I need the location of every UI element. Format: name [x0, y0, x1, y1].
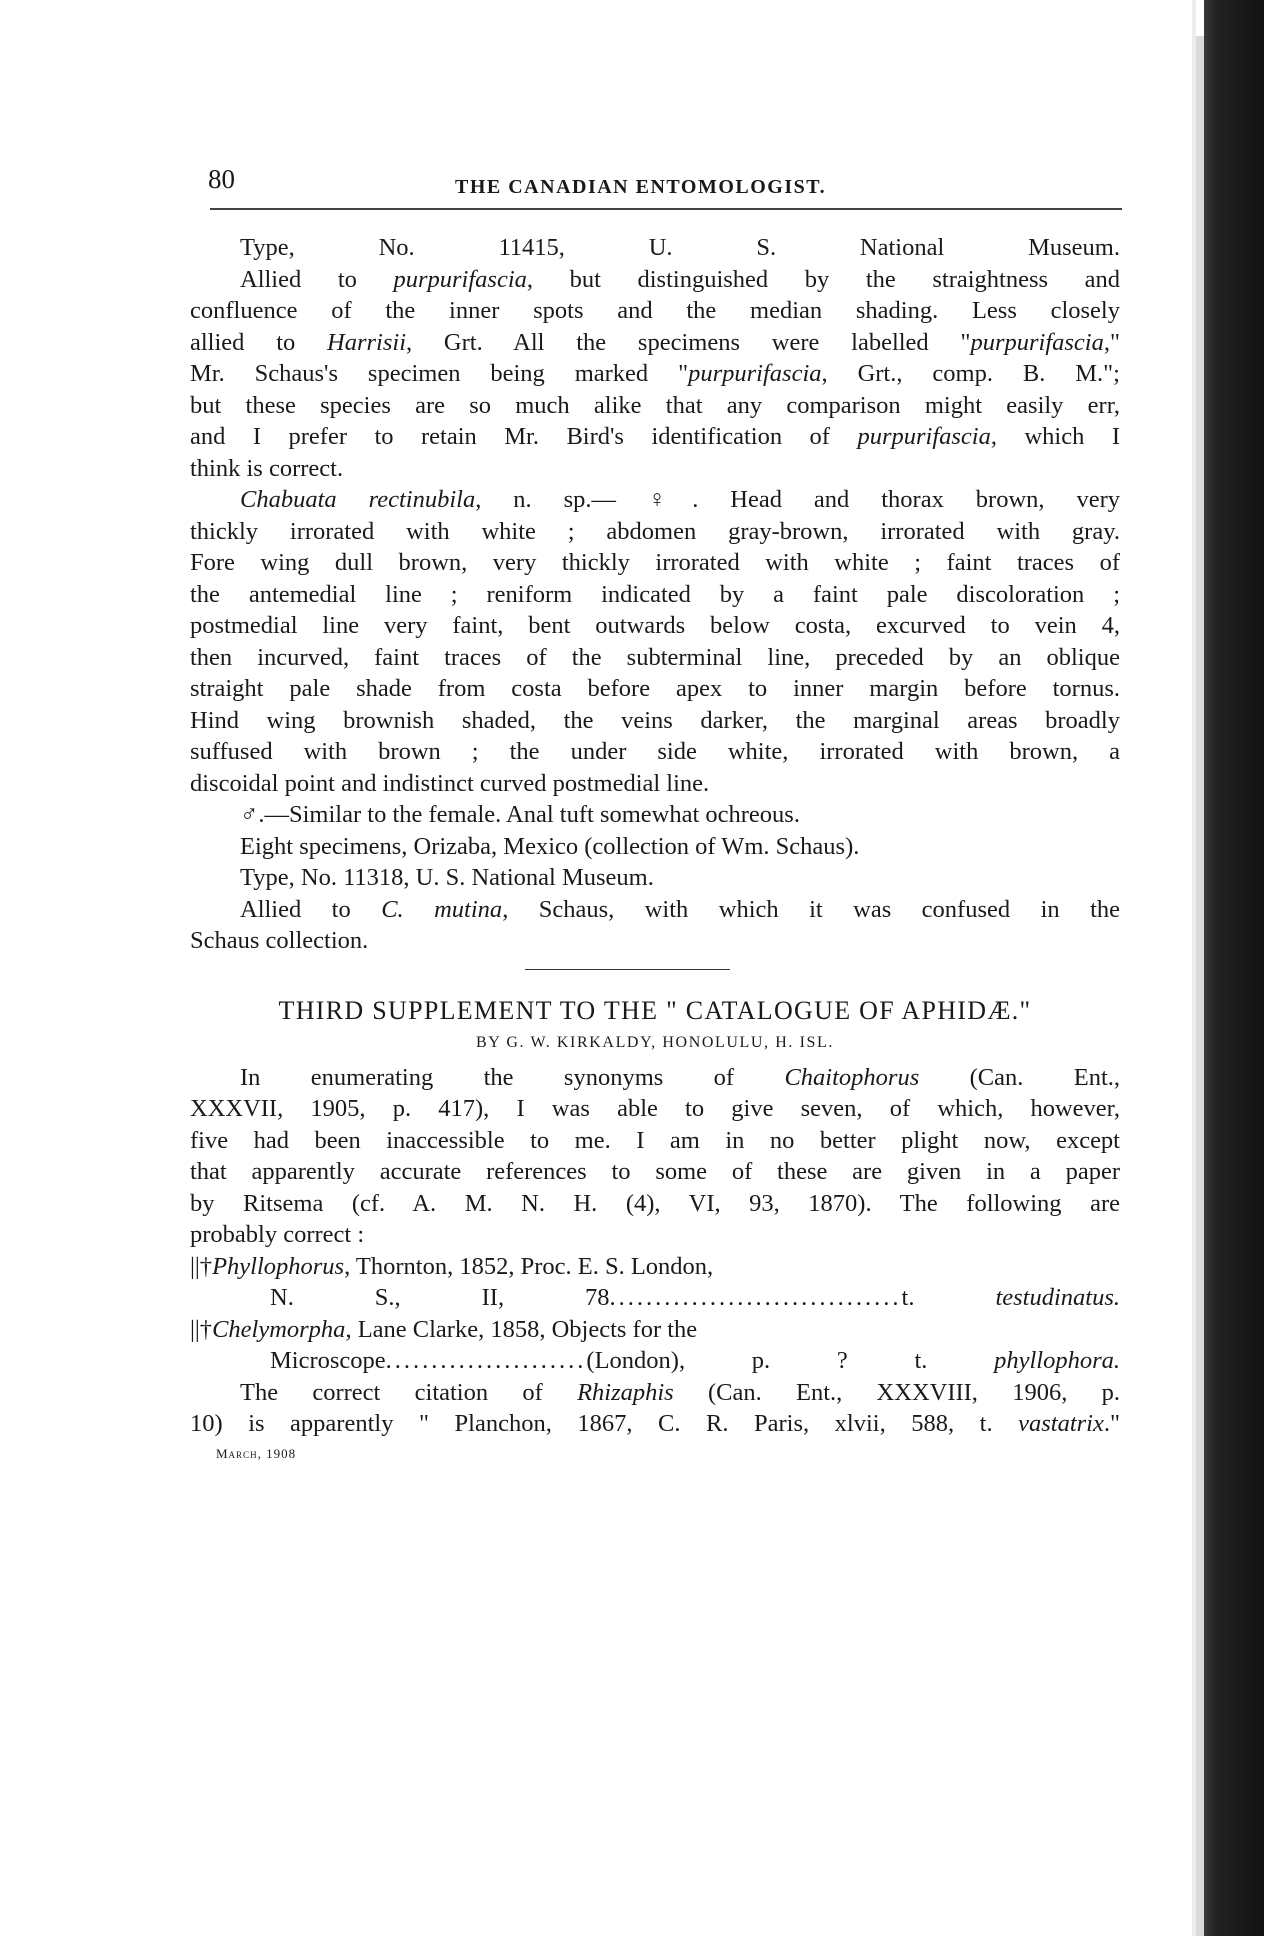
text-line: [190, 768, 1120, 800]
text-line: [190, 421, 1120, 453]
text-run: Hind wing brownish shaded, the veins darker, the marginal areas broadly: [190, 706, 1120, 734]
text-run: allied to: [190, 328, 328, 356]
text-line: [190, 1188, 1120, 1220]
text-line: [190, 1219, 1120, 1251]
text-run: Mr. Schaus's specimen being marked ": [190, 360, 689, 387]
text-line: [190, 579, 1120, 611]
text-run: by Ritsema (cf. A. M. N. H. (4), VI, 93, 1870). The following are: [190, 1189, 1120, 1217]
text-run: and I prefer to retain Mr. Bird's identification of: [190, 423, 858, 450]
synonyms-paragraph: [190, 1062, 1120, 1251]
page-number: 80: [208, 164, 235, 194]
italic-term: purpurifascia: [970, 328, 1104, 356]
text-line: [190, 673, 1120, 705]
page-header: [190, 160, 1120, 208]
footer-date: March, 1908: [216, 1445, 297, 1461]
text-run: The correct citation of: [240, 1378, 578, 1406]
text-line: [190, 925, 1120, 957]
text-run: suffused with brown ; the under side white, irrorated with brown, a: [190, 738, 1120, 765]
citation-reference: Microscope: [270, 1347, 386, 1374]
citation-line: [190, 1345, 1120, 1377]
text-run: think is correct.: [190, 454, 344, 482]
header-rule: [210, 208, 1122, 210]
text-line: [190, 358, 1120, 390]
text-line: [190, 1156, 1120, 1188]
italic-term: Chelymorpha: [212, 1315, 346, 1343]
species-description: [190, 232, 1120, 957]
text-run: (Can. Ent., XXXVIII, 1906, p.: [673, 1378, 1120, 1406]
italic-term: purpurifascia: [688, 360, 822, 387]
text-run: ||†: [190, 1315, 213, 1343]
text-line: [190, 547, 1120, 579]
italic-term: Chaitophorus: [784, 1063, 920, 1091]
italic-term: phyllophora.: [994, 1347, 1120, 1374]
section-byline: BY G. W. KIRKALDY, HONOLULU, H. ISL.: [475, 1033, 835, 1051]
text-line: [190, 453, 1120, 485]
text-line: [190, 390, 1120, 422]
italic-term: testudinatus.: [995, 1284, 1120, 1311]
text-run: but these species are so much alike that any comparison might easily err,: [190, 391, 1120, 419]
text-line: [190, 1377, 1120, 1409]
text-run: straight pale shade from costa before apex to inner margin before tornus.: [190, 675, 1120, 702]
text-line: [190, 705, 1120, 737]
text-run: Type, No. 11415, U. S. National Museum.: [240, 234, 1120, 261]
text-run: , Lane Clarke, 1858, Objects for the: [345, 1315, 698, 1343]
italic-term: purpurifascia: [857, 423, 991, 450]
text-run: , Grt. All the specimens were labelled ": [406, 328, 971, 356]
text-line: [190, 295, 1120, 327]
text-run: XXXVII, 1905, p. 417), I was able to give seven, of which, however,: [190, 1095, 1120, 1122]
text-run: , but distinguished by the straightness and: [526, 265, 1121, 293]
text-run: probably correct :: [190, 1221, 365, 1248]
text-line: [190, 799, 1120, 831]
text-run: , Grt., comp. B. M.";: [821, 360, 1120, 387]
text-run: the antemedial line ; reniform indicated by a faint pale discoloration ;: [190, 580, 1120, 608]
text-run: , which I: [990, 423, 1120, 450]
citations-list: [190, 1251, 1120, 1377]
text-line: [190, 1093, 1120, 1125]
citation-line: [190, 1251, 1120, 1283]
text-run: confluence of the inner spots and the median shading. Less closely: [190, 297, 1120, 324]
text-run: (London), p. ? t.: [586, 1347, 995, 1374]
text-line: [190, 327, 1120, 359]
italic-term: Chabuata rectinubila: [240, 486, 476, 513]
citation-reference: N. S., II, 78: [270, 1284, 610, 1311]
text-run: , Thornton, 1852, Proc. E. S. London,: [344, 1252, 714, 1280]
text-run: Schaus collection.: [190, 927, 369, 954]
text-run: .": [1103, 1410, 1120, 1437]
scan-edge-light: [1196, 36, 1204, 1936]
text-line: [190, 1408, 1120, 1440]
text-run: Allied to: [240, 895, 382, 923]
text-run: thickly irrorated with white ; abdomen gray-brown, irrorated with gray.: [190, 517, 1120, 545]
page: [190, 160, 1120, 1462]
text-line: [190, 516, 1120, 548]
text-line: [190, 264, 1120, 296]
text-run: Eight specimens, Orizaba, Mexico (collection of Wm. Schaus).: [240, 832, 860, 860]
text-run: ||†: [190, 1252, 213, 1280]
text-run: ,": [1103, 328, 1121, 356]
citation-line: [190, 1314, 1120, 1346]
text-line: [190, 232, 1120, 264]
text-line: [190, 831, 1120, 863]
text-run: ♂.—Similar to the female. Anal tuft somewhat ochreous.: [240, 801, 800, 828]
running-title: THE CANADIAN ENTOMOLOGIST.: [455, 176, 827, 198]
text-run: 10) is apparently " Planchon, 1867, C. R. Paris, xlvii, 588, t.: [190, 1410, 1019, 1437]
text-line: [190, 642, 1120, 674]
text-line: [190, 1062, 1120, 1094]
italic-term: Harrisii: [327, 328, 407, 356]
text-line: [190, 862, 1120, 894]
citation-line: [190, 1282, 1120, 1314]
text-run: Type, No. 11318, U. S. National Museum.: [240, 864, 654, 891]
text-run: postmedial line very faint, bent outwards below costa, excurved to vein 4,: [190, 612, 1120, 639]
text-line: [190, 1125, 1120, 1157]
italic-term: purpurifascia: [393, 265, 527, 293]
italic-term: Phyllophorus: [212, 1252, 345, 1280]
italic-term: vastatrix: [1018, 1410, 1104, 1437]
text-run: (Can. Ent.,: [919, 1063, 1121, 1091]
text-run: discoidal point and indistinct curved postmedial line.: [190, 769, 710, 797]
text-run: , Schaus, with which it was confused in the: [502, 895, 1121, 923]
text-run: then incurved, faint traces of the subterminal line, preceded by an oblique: [190, 643, 1120, 671]
text-run: five had been inaccessible to me. I am in no better plight now, except: [190, 1126, 1120, 1154]
text-line: [190, 610, 1120, 642]
dot-leaders: ......................: [385, 1347, 587, 1374]
closing-paragraph: [190, 1377, 1120, 1440]
scan-edge-dark: [1204, 0, 1264, 1936]
italic-term: C. mutina: [381, 895, 503, 923]
section-title: THIRD SUPPLEMENT TO THE " CATALOGUE OF APHIDÆ.": [278, 995, 1032, 1025]
text-run: that apparently accurate references to some of these are given in a paper: [190, 1158, 1120, 1185]
italic-term: Rhizaphis: [577, 1378, 674, 1406]
text-run: In enumerating the synonyms of: [240, 1063, 785, 1091]
text-run: t.: [901, 1284, 996, 1311]
text-line: [190, 736, 1120, 768]
text-line: [190, 484, 1120, 516]
text-run: Allied to: [240, 265, 394, 293]
text-line: [190, 894, 1120, 926]
section-separator: [525, 969, 730, 970]
text-run: Fore wing dull brown, very thickly irrorated with white ; faint traces of: [190, 549, 1120, 576]
text-run: , n. sp.— ♀. Head and thorax brown, very: [475, 486, 1121, 513]
dot-leaders: ................................: [609, 1284, 902, 1311]
